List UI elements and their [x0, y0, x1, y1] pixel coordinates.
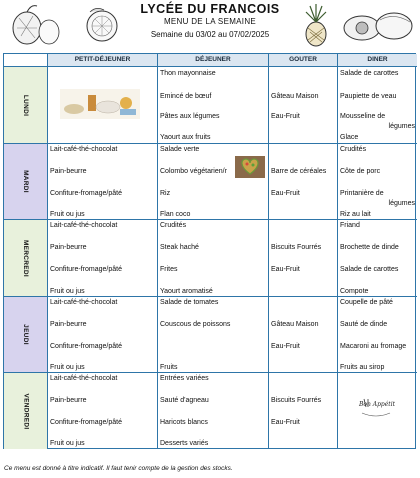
jeudi-lunch-cell [158, 297, 269, 373]
mercredi-dinner-cell [338, 220, 417, 297]
menu-item: Macaroni au fromage [340, 343, 407, 350]
column-header-breakfast: PETIT-DÉJEUNER [48, 54, 158, 67]
menu-table [3, 53, 416, 449]
menu-item: Biscuits Fourrés [271, 244, 322, 251]
menu-item: Mousseline de [340, 113, 386, 120]
menu-item: Pain-beurre [50, 321, 87, 328]
menu-item: Crudités [160, 222, 187, 229]
menu-item: Salade de carottes [340, 266, 399, 273]
menu-item: Biscuits Fourrés [271, 397, 322, 404]
menu-item: Lait-café-thé-chocolat [50, 299, 118, 306]
corner-cell [4, 54, 48, 67]
menu-item: Salade verte [160, 146, 200, 153]
page-subtitle: MENU DE LA SEMAINE [163, 17, 257, 26]
menu-item: Côte de porc [340, 168, 381, 175]
mardi-dinner-cell [338, 144, 417, 220]
menu-item: légumes [388, 123, 415, 130]
vendredi-lunch-cell [158, 373, 269, 449]
menu-item: Fruit ou jus [50, 288, 85, 295]
menu-item: Paupiette de veau [340, 93, 397, 100]
menu-item: Pain-beurre [50, 168, 87, 175]
menu-item: Friand [340, 222, 360, 229]
menu-item: Brochette de dinde [340, 244, 399, 251]
menu-item: Crudités [340, 146, 367, 153]
menu-item: Eau-Fruit [271, 190, 300, 197]
citrus-sketch-icon [82, 4, 124, 46]
menu-item: Pain-beurre [50, 244, 87, 251]
day-label-lundi: LUNDI [4, 67, 48, 144]
menu-item: Coupelle de pâté [340, 299, 393, 306]
lundi-snack-cell [269, 67, 338, 144]
menu-item: Emincé de bœuf [160, 93, 212, 100]
column-header-lunch: DÉJEUNER [158, 54, 269, 67]
menu-item: Yaourt aux fruits [160, 134, 211, 141]
menu-item: Gâteau Maison [271, 321, 319, 328]
menu-item: Sauté d'agneau [160, 397, 209, 404]
menu-item: Pâtes aux légumes [160, 113, 220, 120]
jeudi-dinner-cell [338, 297, 417, 373]
jeudi-snack-cell [269, 297, 338, 373]
menu-item: légumes [388, 200, 415, 207]
menu-item: Haricots blancs [160, 419, 208, 426]
menu-item: Riz [160, 190, 171, 197]
menu-item: Lait-café-thé-chocolat [50, 375, 118, 382]
lundi-breakfast-cell [48, 67, 158, 144]
menu-item: Flan coco [160, 211, 191, 218]
page-title: LYCÉE DU FRANCOIS [140, 2, 280, 16]
menu-item: Eau-Fruit [271, 419, 300, 426]
mardi-snack-cell [269, 144, 338, 220]
menu-item: Barre de céréales [271, 168, 327, 175]
lundi-dinner-cell [338, 67, 417, 144]
menu-item: Salade de carottes [340, 70, 399, 77]
header [0, 0, 420, 50]
mercredi-breakfast-cell [48, 220, 158, 297]
menu-item: Confiture-fromage/pâté [50, 343, 122, 350]
menu-item: Confiture-fromage/pâté [50, 190, 122, 197]
column-header-snack: GOUTER [269, 54, 338, 67]
vendredi-snack-cell [269, 373, 338, 449]
day-label-vendredi: VENDREDI [4, 373, 48, 449]
menu-item: Confiture-fromage/pâté [50, 419, 122, 426]
column-header-dinner: DINER [338, 54, 417, 67]
menu-item: Lait-café-thé-chocolat [50, 146, 118, 153]
menu-item: Gâteau Maison [271, 93, 319, 100]
menu-item: Fruit ou jus [50, 440, 85, 447]
menu-item: Couscous de poissons [160, 321, 231, 328]
menu-item: Lait-café-thé-chocolat [50, 222, 118, 229]
avocado-sketch-icon [340, 6, 416, 46]
fruit-sketch-left-icon [5, 2, 65, 48]
vendredi-dinner-cell [338, 373, 417, 449]
menu-item: Entrées variées [160, 375, 209, 382]
menu-item: Eau-Fruit [271, 113, 300, 120]
menu-item: Desserts variés [160, 440, 209, 447]
pineapple-sketch-icon [298, 2, 334, 48]
menu-item: Yaourt aromatisé [160, 288, 213, 295]
mercredi-lunch-cell [158, 220, 269, 297]
vendredi-breakfast-cell [48, 373, 158, 449]
menu-item: Fruits [160, 364, 178, 371]
day-label-mardi: MARDI [4, 144, 48, 220]
menu-item: Thon mayonnaise [160, 70, 216, 77]
menu-item: Frites [160, 266, 178, 273]
menu-item: Fruit ou jus [50, 211, 85, 218]
menu-item: Glace [340, 134, 359, 141]
mardi-lunch-cell [158, 144, 269, 220]
mardi-breakfast-cell [48, 144, 158, 220]
mercredi-snack-cell [269, 220, 338, 297]
menu-item: Salade de tomates [160, 299, 219, 306]
menu-item: Confiture-fromage/pâté [50, 266, 122, 273]
menu-item: Pain-beurre [50, 397, 87, 404]
menu-item: Fruit ou jus [50, 364, 85, 371]
menu-item: Riz au lait [340, 211, 371, 218]
lundi-lunch-cell [158, 67, 269, 144]
day-label-jeudi: JEUDI [4, 297, 48, 373]
menu-item: Fruits au sirop [340, 364, 385, 371]
vegetarian-photo-icon [235, 156, 265, 178]
menu-item: Colombo végétarien/r [160, 168, 227, 175]
day-label-mercredi: MERCREDI [4, 220, 48, 297]
week-dates: Semaine du 03/02 au 07/02/2025 [150, 30, 270, 39]
footer-note: Ce menu est donné à titre indicatif. Il faut tenir compte de la gestion des stocks. [4, 465, 233, 472]
menu-item: Steak haché [160, 244, 199, 251]
breakfast-photo-icon [60, 89, 140, 119]
menu-item: Eau-Fruit [271, 266, 300, 273]
menu-item: Compote [340, 288, 369, 295]
menu-item: Eau-Fruit [271, 343, 300, 350]
menu-item: Sauté de dinde [340, 321, 388, 328]
menu-item: Printanière de [340, 190, 384, 197]
bon-appetit-text: Bon Appétit [358, 401, 396, 408]
jeudi-breakfast-cell [48, 297, 158, 373]
